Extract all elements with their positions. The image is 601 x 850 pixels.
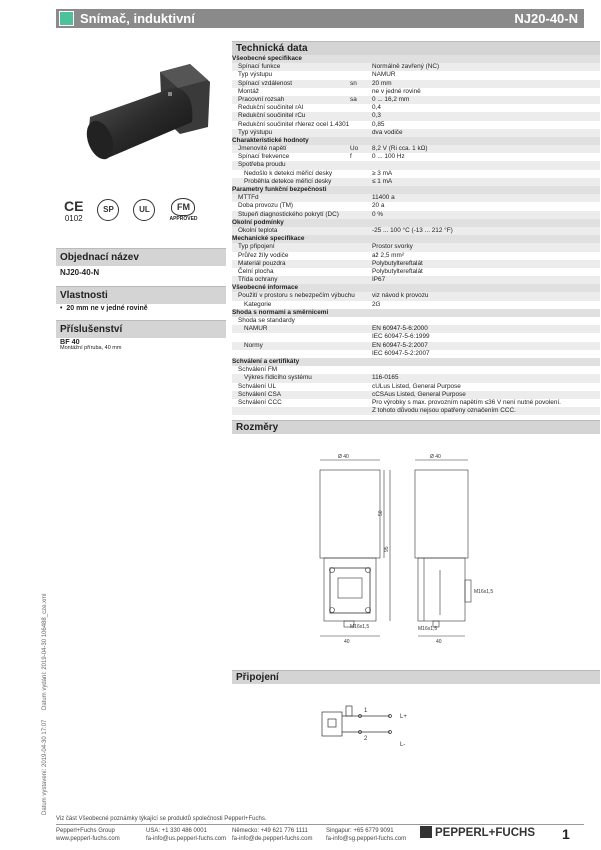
dim-width-40-side: 40 — [436, 639, 442, 645]
row-symbol — [342, 268, 372, 276]
table-section-header — [232, 55, 600, 63]
row-label: Proběhla detekce měřicí desky — [244, 177, 332, 185]
row-symbol — [342, 366, 372, 374]
accessory-desc: Montážní příruba, 40 mm — [60, 345, 122, 351]
row-symbol — [342, 104, 372, 112]
header-square-icon — [59, 11, 74, 26]
row-label: Stupeň diagnostického pokrytí (DC) — [238, 210, 339, 218]
table-row — [232, 161, 600, 169]
row-symbol — [342, 161, 372, 169]
pin-2-label: 2 — [364, 736, 368, 742]
row-label: NAMUR — [244, 325, 268, 333]
row-value — [372, 235, 600, 243]
brand-logo-icon — [420, 826, 432, 838]
row-value — [372, 55, 600, 63]
row-value: cCSAus Listed, General Purpose — [372, 390, 466, 398]
row-symbol — [342, 301, 372, 309]
row-label: Nedošlo k detekci měřicí desky — [244, 169, 333, 177]
row-symbol — [342, 358, 372, 366]
dim-diameter-40-side: Ø 40 — [430, 454, 441, 460]
feature-1-text: 20 mm ne v jedné rovině — [66, 305, 148, 312]
table-row — [232, 71, 600, 79]
row-label: Jmenovité napětí — [238, 145, 287, 153]
row-symbol — [342, 309, 372, 317]
table-section-header — [232, 284, 600, 292]
row-label: Okolní podmínky — [232, 218, 284, 226]
footer-usa-phone: USA: +1 330 486 0001 — [146, 828, 207, 834]
table-row — [232, 194, 600, 202]
table-row — [232, 407, 600, 415]
row-value: -25 ... 100 °C (-13 ... 212 °F) — [372, 226, 453, 234]
row-label: MTTFd — [238, 194, 259, 202]
row-symbol — [342, 276, 372, 284]
row-label: Charakteristické hodnoty — [232, 136, 309, 144]
table-row — [232, 178, 600, 186]
order-section-title: Objednací název — [56, 248, 226, 266]
row-label: Pracovní rozsah — [238, 95, 285, 103]
table-row — [232, 317, 600, 325]
table-row — [232, 374, 600, 382]
row-symbol: f — [350, 153, 352, 161]
row-value: 20 a — [372, 202, 385, 210]
row-label: Typ výstupu — [238, 128, 273, 136]
row-symbol: sa — [350, 95, 357, 103]
accessories-section-title: Příslušenství — [56, 320, 226, 338]
footer-col-3 — [232, 827, 312, 843]
row-value: Polybutyltereftalát — [372, 259, 423, 267]
table-row — [232, 276, 600, 284]
row-value: EN 60947-5-6:2000 — [372, 325, 428, 333]
row-value: 0,4 — [372, 104, 381, 112]
dim-height-95: 95 — [384, 546, 390, 552]
row-value: IEC 60947-5-2:2007 — [372, 349, 430, 357]
row-label: Všeobecné specifikace — [232, 55, 302, 62]
row-label — [232, 407, 342, 415]
footer-de-phone: Německo: +49 621 776 1111 — [232, 828, 308, 834]
table-row — [232, 145, 600, 153]
row-label: Spotřeba proudu — [238, 161, 286, 169]
table-row — [232, 383, 600, 391]
connection-title: Připojení — [232, 670, 600, 684]
table-row — [232, 243, 600, 251]
table-row — [232, 350, 600, 358]
accessory-name: BF 40 — [60, 337, 80, 346]
table-row — [232, 301, 600, 309]
page-header — [56, 9, 584, 28]
row-value: dva vodiče — [372, 128, 403, 136]
table-row — [232, 292, 600, 300]
table-row — [232, 202, 600, 210]
tech-data-table — [232, 55, 600, 415]
row-label: Třída ochrany — [238, 276, 278, 284]
row-value: ≥ 3 mA — [372, 169, 393, 177]
row-label: Mechanické specifikace — [232, 235, 305, 243]
row-label: Materiál pouzdra — [238, 259, 286, 267]
row-value: Z tohoto důvodu nejsou opatřeny označením CCC. — [372, 407, 516, 415]
table-row — [232, 399, 600, 407]
row-value: IP67 — [372, 276, 386, 284]
ce-icon: CE — [64, 197, 84, 214]
certification-logos — [64, 196, 224, 224]
table-row — [232, 104, 600, 112]
table-section-header — [232, 219, 600, 227]
row-label: Typ připojení — [238, 243, 275, 251]
ce-mark — [64, 198, 83, 223]
row-value: NAMUR — [372, 71, 396, 79]
footer-usa-email[interactable]: fa-info@us.pepperl-fuchs.com — [146, 836, 227, 842]
row-value — [372, 309, 600, 317]
dimension-drawing — [300, 450, 500, 655]
row-symbol — [342, 178, 372, 186]
row-symbol — [342, 383, 372, 391]
table-row — [232, 63, 600, 71]
row-symbol — [342, 252, 372, 260]
row-value: 0,3 — [372, 112, 381, 120]
row-value — [372, 161, 600, 169]
side-line-2: Datum vydání: 2019-04-30 106488_cze.xml — [42, 593, 48, 710]
row-value: ne v jedné rovině — [372, 87, 421, 95]
row-value: Polybutyltereftalát — [372, 267, 423, 275]
row-value: 11400 a — [372, 194, 395, 202]
row-symbol — [342, 350, 372, 358]
row-label: Spínací funkce — [238, 63, 281, 71]
row-symbol — [342, 292, 372, 300]
footer-website[interactable]: www.pepperl-fuchs.com — [56, 836, 120, 842]
row-value — [372, 317, 600, 325]
row-value: viz návod k provozu — [372, 292, 429, 300]
pin-1-label: 1 — [364, 708, 368, 714]
row-symbol — [342, 129, 372, 137]
footer-de-email[interactable]: fa-info@de.pepperl-fuchs.com — [232, 836, 313, 842]
ul-icon: UL — [133, 199, 155, 221]
row-symbol — [342, 211, 372, 219]
row-label: Výkres řídicího systému — [244, 374, 312, 382]
row-symbol — [342, 235, 372, 243]
table-section-header — [232, 137, 600, 145]
dim-diameter-40-front: Ø 40 — [338, 454, 349, 460]
dim-width-40-front: 40 — [344, 639, 350, 645]
row-symbol — [342, 325, 372, 333]
row-value — [372, 358, 600, 366]
row-label: Všeobecné informace — [232, 284, 299, 292]
row-value: Pro výrobky s max. provozním napětím ≤36 V není nutné povolení. — [372, 398, 561, 406]
table-row — [232, 325, 600, 333]
row-symbol — [342, 63, 372, 71]
row-label: Průřez žíly vodiče — [238, 251, 289, 259]
row-label: Shoda se standardy — [238, 317, 295, 324]
ce-code: 0102 — [64, 213, 83, 223]
row-label: Okolní teplota — [238, 226, 278, 234]
row-value: EN 60947-5-2:2007 — [372, 341, 428, 349]
row-symbol — [342, 284, 372, 292]
brand-logo-text: PEPPERL+FUCHS — [435, 827, 536, 839]
row-symbol — [342, 243, 372, 251]
row-label: Parametry funkční bezpečnosti — [232, 186, 327, 193]
footer-sg-phone: Singapur: +65 6779 9091 — [326, 828, 394, 834]
row-label: Schválení UL — [238, 382, 277, 390]
dim-thread-bottom: M16x1,5 — [418, 626, 438, 632]
row-label: Redukční součinitel rAl — [238, 104, 304, 112]
row-symbol — [342, 407, 372, 415]
row-symbol — [342, 202, 372, 210]
table-row — [232, 342, 600, 350]
table-row — [232, 80, 600, 88]
tech-data-title: Technická data — [232, 41, 600, 55]
table-row — [232, 96, 600, 104]
row-label: Kategorie — [244, 300, 272, 308]
order-value: NJ20-40-N — [60, 268, 100, 277]
footer — [56, 824, 584, 842]
table-section-header — [232, 186, 600, 194]
features-section-title: Vlastnosti — [56, 286, 226, 304]
row-symbol: Uo — [350, 145, 359, 153]
table-row — [232, 211, 600, 219]
row-label: Schválení a certifikáty — [232, 357, 300, 365]
row-symbol — [342, 88, 372, 96]
table-row — [232, 391, 600, 399]
row-symbol — [342, 219, 372, 227]
table-row — [232, 129, 600, 137]
row-symbol — [342, 112, 372, 120]
row-symbol — [342, 55, 372, 63]
row-value: 116-0165 — [372, 374, 399, 382]
row-label: Doba provozu (TM) — [238, 202, 294, 210]
dim-height-50: 50 — [378, 510, 384, 516]
row-value: 0,85 — [372, 120, 385, 128]
row-label — [232, 350, 342, 358]
row-symbol — [342, 333, 372, 341]
row-symbol — [342, 170, 372, 178]
lminus-label: L- — [400, 742, 406, 748]
page-title: Snímač, induktivní — [80, 11, 195, 26]
side-vertical-text — [42, 590, 56, 815]
dimensions-title: Rozměry — [232, 420, 600, 434]
row-symbol — [342, 399, 372, 407]
table-row — [232, 121, 600, 129]
table-row — [232, 227, 600, 235]
row-value: 0 ... 16,2 mm — [372, 95, 410, 103]
row-label: Typ výstupu — [238, 71, 273, 79]
row-label: Shoda s normami a směrnicemi — [232, 308, 329, 316]
footer-col-1 — [56, 827, 120, 843]
table-section-header — [232, 235, 600, 243]
table-section-header — [232, 309, 600, 317]
row-label: Normy — [244, 341, 263, 349]
page-number: 1 — [562, 826, 570, 842]
model-name: NJ20-40-N — [514, 11, 578, 26]
row-symbol — [342, 374, 372, 382]
row-value: až 2,5 mm² — [372, 251, 404, 259]
row-value: Prostor svorky — [372, 243, 413, 251]
footer-col-4 — [326, 827, 406, 843]
table-row — [232, 153, 600, 161]
row-label: Redukční součinitel rCu — [238, 112, 306, 120]
row-value: IEC 60947-5-6:1999 — [372, 333, 430, 341]
side-line-1: Datum vystavení: 2019-04-30 17:07 — [42, 719, 48, 815]
row-label: Čelní plocha — [238, 267, 274, 275]
row-value — [372, 186, 600, 194]
row-label: Redukční součinitel rNerez ocel 1.4301 — [238, 120, 350, 128]
footer-sg-email[interactable]: fa-info@sg.pepperl-fuchs.com — [326, 836, 407, 842]
footer-note: Viz část Všeobecné poznámky týkající se produktů společnosti Pepperl+Fuchs. — [56, 816, 267, 822]
row-symbol — [342, 227, 372, 235]
row-value — [372, 284, 600, 292]
csa-icon: SP — [97, 199, 119, 221]
fm-icon: FM — [171, 198, 195, 216]
row-value: 0 ... 100 Hz — [372, 153, 405, 161]
row-label — [232, 333, 342, 341]
row-label: Schválení CSA — [238, 390, 281, 398]
table-section-header — [232, 358, 600, 366]
dim-thread-side: M16x1,5 — [474, 589, 494, 595]
footer-company: Pepperl+Fuchs Group — [56, 828, 115, 834]
row-label: Montáž — [238, 87, 259, 95]
row-value: 8,2 V (Ri cca. 1 kΩ) — [372, 145, 428, 153]
brand-logo — [420, 826, 535, 839]
table-row — [232, 170, 600, 178]
row-symbol — [342, 121, 372, 129]
row-label: Spínací frekvence — [238, 153, 290, 161]
row-symbol — [342, 137, 372, 145]
row-value: 0 % — [372, 210, 384, 218]
row-symbol — [342, 194, 372, 202]
row-symbol — [342, 71, 372, 79]
row-value: 2G — [372, 300, 381, 308]
row-symbol — [342, 260, 372, 268]
table-row — [232, 112, 600, 120]
sensor-image — [80, 62, 215, 172]
footer-col-2 — [146, 827, 226, 843]
lplus-label: L+ — [400, 714, 407, 720]
row-value: cULus Listed, General Purpose — [372, 382, 461, 390]
row-symbol — [342, 342, 372, 350]
table-row — [232, 88, 600, 96]
row-label: Schválení FM — [238, 366, 278, 374]
feature-item: • 20 mm ne v jedné rovině — [60, 305, 148, 312]
row-symbol: sn — [350, 79, 357, 87]
row-value — [372, 219, 600, 227]
row-value: ≤ 1 mA — [372, 177, 393, 185]
table-row — [232, 260, 600, 268]
fm-mark — [169, 198, 197, 222]
row-label: Spínací vzdálenost — [238, 79, 292, 87]
row-value — [372, 366, 600, 374]
row-value — [372, 137, 600, 145]
table-row — [232, 366, 600, 374]
table-row — [232, 333, 600, 341]
row-label: Schválení CCC — [238, 398, 282, 406]
row-value: Normálně zavřený (NC) — [372, 63, 440, 71]
fm-approved: APPROVED — [169, 216, 198, 222]
connection-diagram — [320, 700, 420, 750]
row-symbol — [342, 186, 372, 194]
table-row — [232, 268, 600, 276]
row-symbol — [342, 317, 372, 325]
dim-thread-front: M16x1,5 — [350, 624, 370, 630]
table-row — [232, 252, 600, 260]
row-label: Použití v prostoru s nebezpečím výbuchu — [238, 292, 355, 300]
row-symbol — [342, 391, 372, 399]
row-value: 20 mm — [372, 79, 392, 87]
